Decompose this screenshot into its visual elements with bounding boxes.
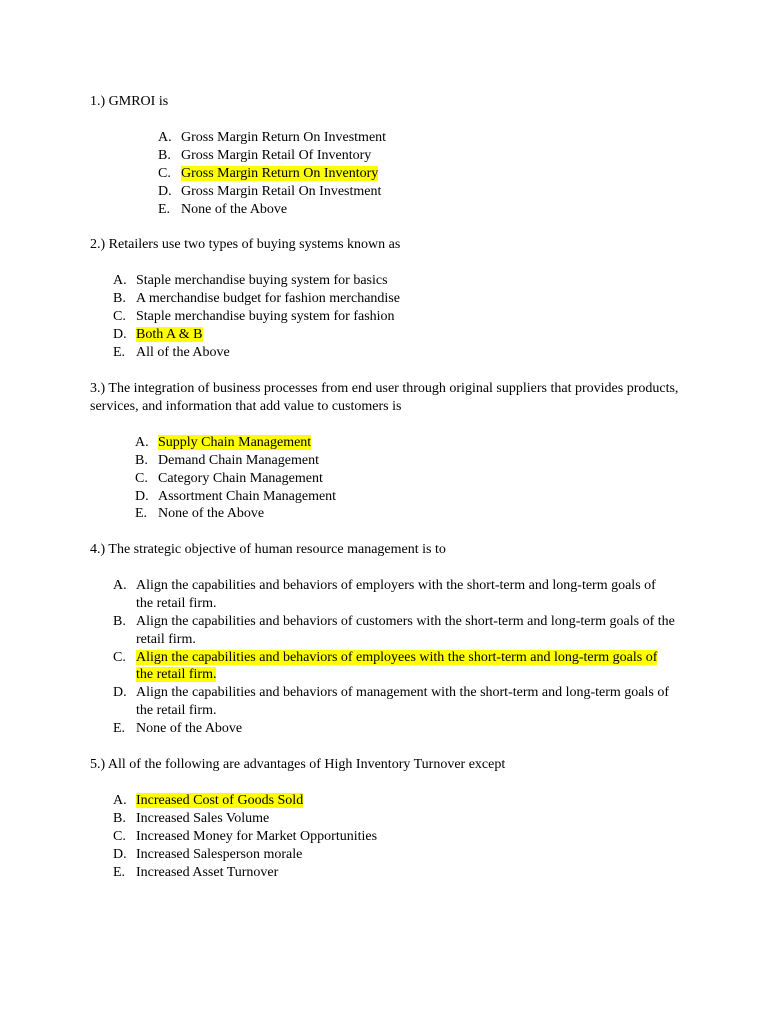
option-text: Align the capabilities and behaviors of employers with the short-term and long-term goals of the retail firm. bbox=[136, 577, 656, 611]
option-letter: E. bbox=[113, 344, 126, 360]
option-list bbox=[90, 434, 690, 524]
option-a bbox=[113, 792, 676, 810]
option-d bbox=[135, 488, 658, 506]
option-text: Gross Margin Return On Investment bbox=[181, 129, 387, 145]
option-d bbox=[113, 684, 676, 720]
option-c bbox=[158, 165, 641, 183]
option-b bbox=[158, 147, 641, 165]
option-text: Gross Margin Retail Of Inventory bbox=[181, 147, 372, 163]
question-text: 1.) GMROI is bbox=[90, 94, 169, 109]
option-text: Gross Margin Retail On Investment bbox=[181, 183, 382, 199]
highlighted-answer: Gross Margin Return On Inventory bbox=[181, 165, 379, 181]
option-list bbox=[90, 577, 690, 738]
option-text: Align the capabilities and behaviors of management with the short-term and long-term goals of the retail firm. bbox=[136, 685, 670, 719]
option-e bbox=[158, 201, 641, 219]
option-text: Demand Chain Management bbox=[158, 452, 319, 468]
question-text: 2.) Retailers use two types of buying systems known as bbox=[90, 237, 401, 252]
option-letter: A. bbox=[113, 792, 127, 808]
option-a bbox=[135, 434, 658, 452]
option-letter: B. bbox=[158, 147, 171, 163]
option-list bbox=[90, 792, 690, 882]
option-letter: C. bbox=[158, 165, 171, 181]
highlighted-answer: Both A & B bbox=[136, 326, 203, 342]
option-text: Staple merchandise buying system for basics bbox=[136, 272, 388, 288]
option-text: Increased Sales Volume bbox=[136, 810, 270, 826]
option-letter: D. bbox=[113, 846, 127, 862]
option-text: None of the Above bbox=[181, 201, 288, 217]
option-text: Increased Asset Turnover bbox=[136, 864, 279, 880]
option-letter: A. bbox=[113, 272, 127, 288]
option-text bbox=[136, 649, 676, 685]
option-letter: B. bbox=[113, 613, 126, 629]
option-text bbox=[158, 434, 658, 452]
option-letter: C. bbox=[113, 308, 126, 324]
option-letter: C. bbox=[113, 828, 126, 844]
option-c bbox=[113, 308, 686, 326]
option-a bbox=[113, 272, 686, 290]
question-5 bbox=[90, 756, 690, 881]
option-b bbox=[113, 810, 676, 828]
option-text bbox=[181, 165, 641, 183]
highlighted-answer: Align the capabilities and behaviors of employees with the short-term and long-term goals of the retail firm. bbox=[136, 649, 658, 683]
option-d bbox=[158, 183, 641, 201]
option-b bbox=[135, 452, 658, 470]
option-text bbox=[136, 326, 686, 344]
option-text: A merchandise budget for fashion merchandise bbox=[136, 290, 400, 306]
option-letter: D. bbox=[158, 183, 172, 199]
option-letter: B. bbox=[113, 810, 126, 826]
option-c bbox=[135, 470, 658, 488]
option-text: Increased Salesperson morale bbox=[136, 846, 303, 862]
option-e bbox=[113, 864, 676, 882]
question-4 bbox=[90, 541, 690, 738]
question-2 bbox=[90, 236, 690, 361]
option-e bbox=[113, 344, 686, 362]
option-letter: E. bbox=[158, 201, 171, 217]
question-text: 3.) The integration of business processes from end user through original suppliers that provides products, services, and information that add value to customers is bbox=[90, 381, 679, 414]
option-a bbox=[158, 129, 641, 147]
option-list bbox=[90, 272, 690, 362]
question-text: 4.) The strategic objective of human resource management is to bbox=[90, 542, 446, 557]
option-text: Increased Money for Market Opportunities bbox=[136, 828, 378, 844]
option-letter: A. bbox=[135, 434, 149, 450]
option-letter: D. bbox=[135, 488, 149, 504]
option-letter: C. bbox=[113, 649, 126, 665]
option-e bbox=[113, 720, 676, 738]
option-letter: B. bbox=[135, 452, 148, 468]
option-list bbox=[90, 129, 690, 219]
option-letter: A. bbox=[158, 129, 172, 145]
question-1 bbox=[90, 93, 690, 218]
option-letter: C. bbox=[135, 470, 148, 486]
option-a bbox=[113, 577, 676, 613]
option-letter: E. bbox=[113, 721, 126, 737]
option-text: Assortment Chain Management bbox=[158, 488, 337, 504]
option-c bbox=[113, 828, 676, 846]
question-text: 5.) All of the following are advantages of High Inventory Turnover except bbox=[90, 757, 506, 772]
option-text: Align the capabilities and behaviors of customers with the short-term and long-term goals of the retail firm. bbox=[136, 613, 675, 647]
option-e bbox=[135, 505, 658, 523]
option-d bbox=[113, 326, 686, 344]
option-text: None of the Above bbox=[158, 506, 265, 522]
option-letter: E. bbox=[135, 506, 148, 522]
option-text: Staple merchandise buying system for fashion bbox=[136, 308, 395, 324]
option-c bbox=[113, 649, 676, 685]
option-text: None of the Above bbox=[136, 721, 243, 737]
option-text: All of the Above bbox=[136, 344, 230, 360]
option-letter: A. bbox=[113, 577, 127, 593]
option-letter: E. bbox=[113, 864, 126, 880]
option-letter: D. bbox=[113, 326, 127, 342]
highlighted-answer: Supply Chain Management bbox=[158, 434, 312, 450]
option-letter: B. bbox=[113, 290, 126, 306]
option-text: Category Chain Management bbox=[158, 470, 323, 486]
highlighted-answer: Increased Cost of Goods Sold bbox=[136, 792, 304, 808]
option-b bbox=[113, 290, 686, 308]
option-text bbox=[136, 792, 676, 810]
option-b bbox=[113, 613, 691, 649]
option-d bbox=[113, 846, 676, 864]
question-3 bbox=[90, 380, 690, 523]
option-letter: D. bbox=[113, 685, 127, 701]
